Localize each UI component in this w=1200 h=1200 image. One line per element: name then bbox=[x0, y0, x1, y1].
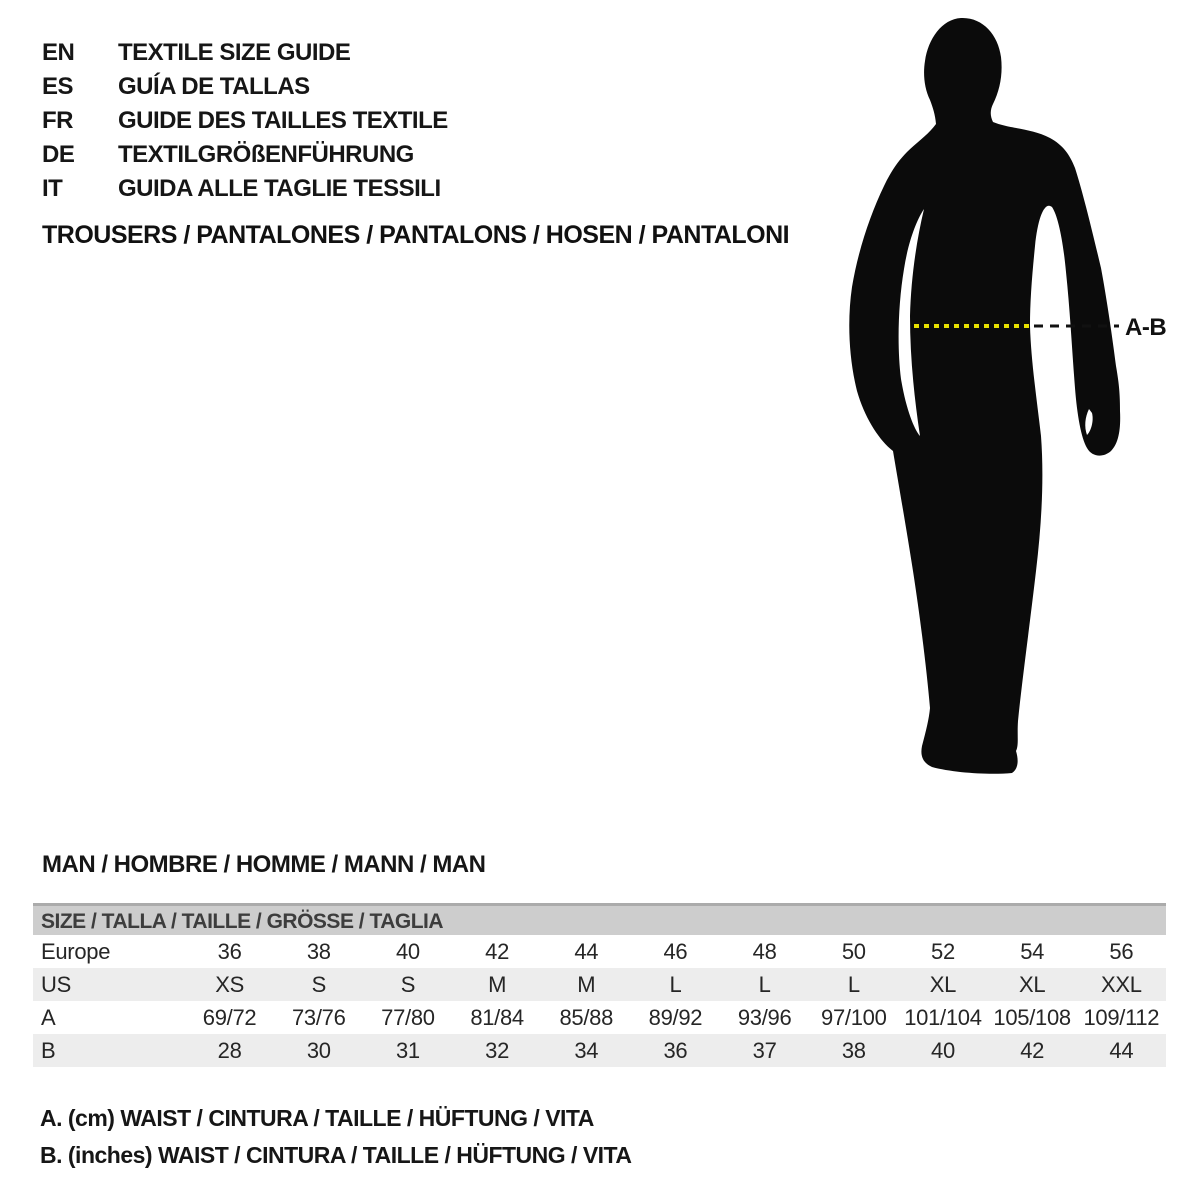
size-cell: XL bbox=[1018, 971, 1046, 997]
size-cell: 46 bbox=[663, 938, 688, 964]
size-table-header: SIZE / TALLA / TAILLE / GRÖSSE / TAGLIA bbox=[33, 903, 1166, 935]
size-cell: 31 bbox=[395, 1037, 420, 1063]
size-cell: S bbox=[400, 971, 416, 997]
row-label: A bbox=[41, 1004, 56, 1030]
size-cell: 44 bbox=[574, 938, 599, 964]
size-table-row bbox=[33, 1034, 1166, 1067]
size-cell: L bbox=[758, 971, 771, 997]
language-title: TEXTILE SIZE GUIDE bbox=[118, 39, 351, 66]
size-cell: 69/72 bbox=[202, 1004, 257, 1030]
size-cell: XL bbox=[929, 971, 957, 997]
size-cell: M bbox=[577, 971, 596, 997]
size-cell: 101/104 bbox=[904, 1004, 982, 1030]
language-row bbox=[42, 104, 448, 138]
size-cell: 42 bbox=[1020, 1037, 1045, 1063]
size-cell: 54 bbox=[1020, 938, 1045, 964]
size-cell: 85/88 bbox=[559, 1004, 614, 1030]
language-title: GUÍA DE TALLAS bbox=[118, 73, 310, 100]
size-cell: 73/76 bbox=[291, 1004, 346, 1030]
size-cell: 56 bbox=[1109, 938, 1134, 964]
size-cell: 28 bbox=[217, 1037, 242, 1063]
size-cell: 44 bbox=[1109, 1037, 1134, 1063]
language-code: DE bbox=[42, 141, 75, 168]
row-label: Europe bbox=[41, 938, 111, 964]
size-cell: 89/92 bbox=[648, 1004, 703, 1030]
size-cell: 105/108 bbox=[993, 1004, 1071, 1030]
size-cell: 40 bbox=[931, 1037, 955, 1063]
language-row bbox=[42, 70, 448, 104]
size-table-row bbox=[33, 935, 1166, 968]
size-cell: 42 bbox=[485, 938, 510, 964]
size-cell: 48 bbox=[752, 938, 777, 964]
size-cell: XXL bbox=[1101, 971, 1142, 997]
size-cell: 109/112 bbox=[1083, 1004, 1160, 1030]
size-cell: 32 bbox=[485, 1037, 510, 1063]
measure-label: A-B bbox=[1125, 314, 1167, 341]
size-cell: 30 bbox=[306, 1037, 331, 1063]
size-cell: 38 bbox=[306, 938, 331, 964]
language-code: FR bbox=[42, 107, 73, 134]
language-title: GUIDA ALLE TAGLIE TESSILI bbox=[118, 175, 441, 202]
language-row bbox=[42, 172, 448, 206]
language-list bbox=[42, 36, 448, 206]
language-code: IT bbox=[42, 175, 63, 202]
size-cell: 81/84 bbox=[470, 1004, 524, 1030]
size-cell: 93/96 bbox=[737, 1004, 792, 1030]
size-cell: XS bbox=[215, 971, 244, 997]
man-silhouette bbox=[849, 18, 1120, 774]
category-title: TROUSERS / PANTALONES / PANTALONS / HOSEN / PANTALONI bbox=[42, 221, 790, 249]
size-cell: 38 bbox=[841, 1037, 866, 1063]
size-cell: 52 bbox=[931, 938, 955, 964]
size-table bbox=[33, 903, 1166, 1067]
size-cell: 50 bbox=[841, 938, 866, 964]
size-cell: L bbox=[847, 971, 860, 997]
size-cell: 40 bbox=[395, 938, 420, 964]
size-cell: 37 bbox=[752, 1037, 777, 1063]
language-title: TEXTILGRÖßENFÜHRUNG bbox=[118, 141, 414, 168]
language-title: GUIDE DES TAILLES TEXTILE bbox=[118, 107, 448, 134]
man-silhouette-figure bbox=[820, 10, 1180, 800]
language-row bbox=[42, 36, 448, 70]
measure-notes bbox=[40, 1100, 632, 1174]
row-label: B bbox=[41, 1037, 56, 1063]
size-cell: 77/80 bbox=[381, 1004, 435, 1030]
row-label: US bbox=[41, 971, 71, 997]
size-cell: 36 bbox=[663, 1037, 688, 1063]
size-cell: 97/100 bbox=[821, 1004, 887, 1030]
language-code: EN bbox=[42, 39, 75, 66]
size-cell: M bbox=[488, 971, 507, 997]
size-table-row bbox=[33, 968, 1166, 1001]
note-line: B. (inches) WAIST / CINTURA / TAILLE / HÜFTUNG / VITA bbox=[40, 1142, 632, 1168]
language-row bbox=[42, 138, 448, 172]
size-cell: S bbox=[311, 971, 326, 997]
size-cell: 36 bbox=[217, 938, 242, 964]
size-cell: 34 bbox=[574, 1037, 599, 1063]
note-line: A. (cm) WAIST / CINTURA / TAILLE / HÜFTUNG / VITA bbox=[40, 1105, 594, 1131]
size-table-row bbox=[33, 1001, 1166, 1034]
size-cell: L bbox=[669, 971, 682, 997]
section-title: MAN / HOMBRE / HOMME / MANN / MAN bbox=[42, 851, 486, 878]
language-code: ES bbox=[42, 73, 74, 100]
